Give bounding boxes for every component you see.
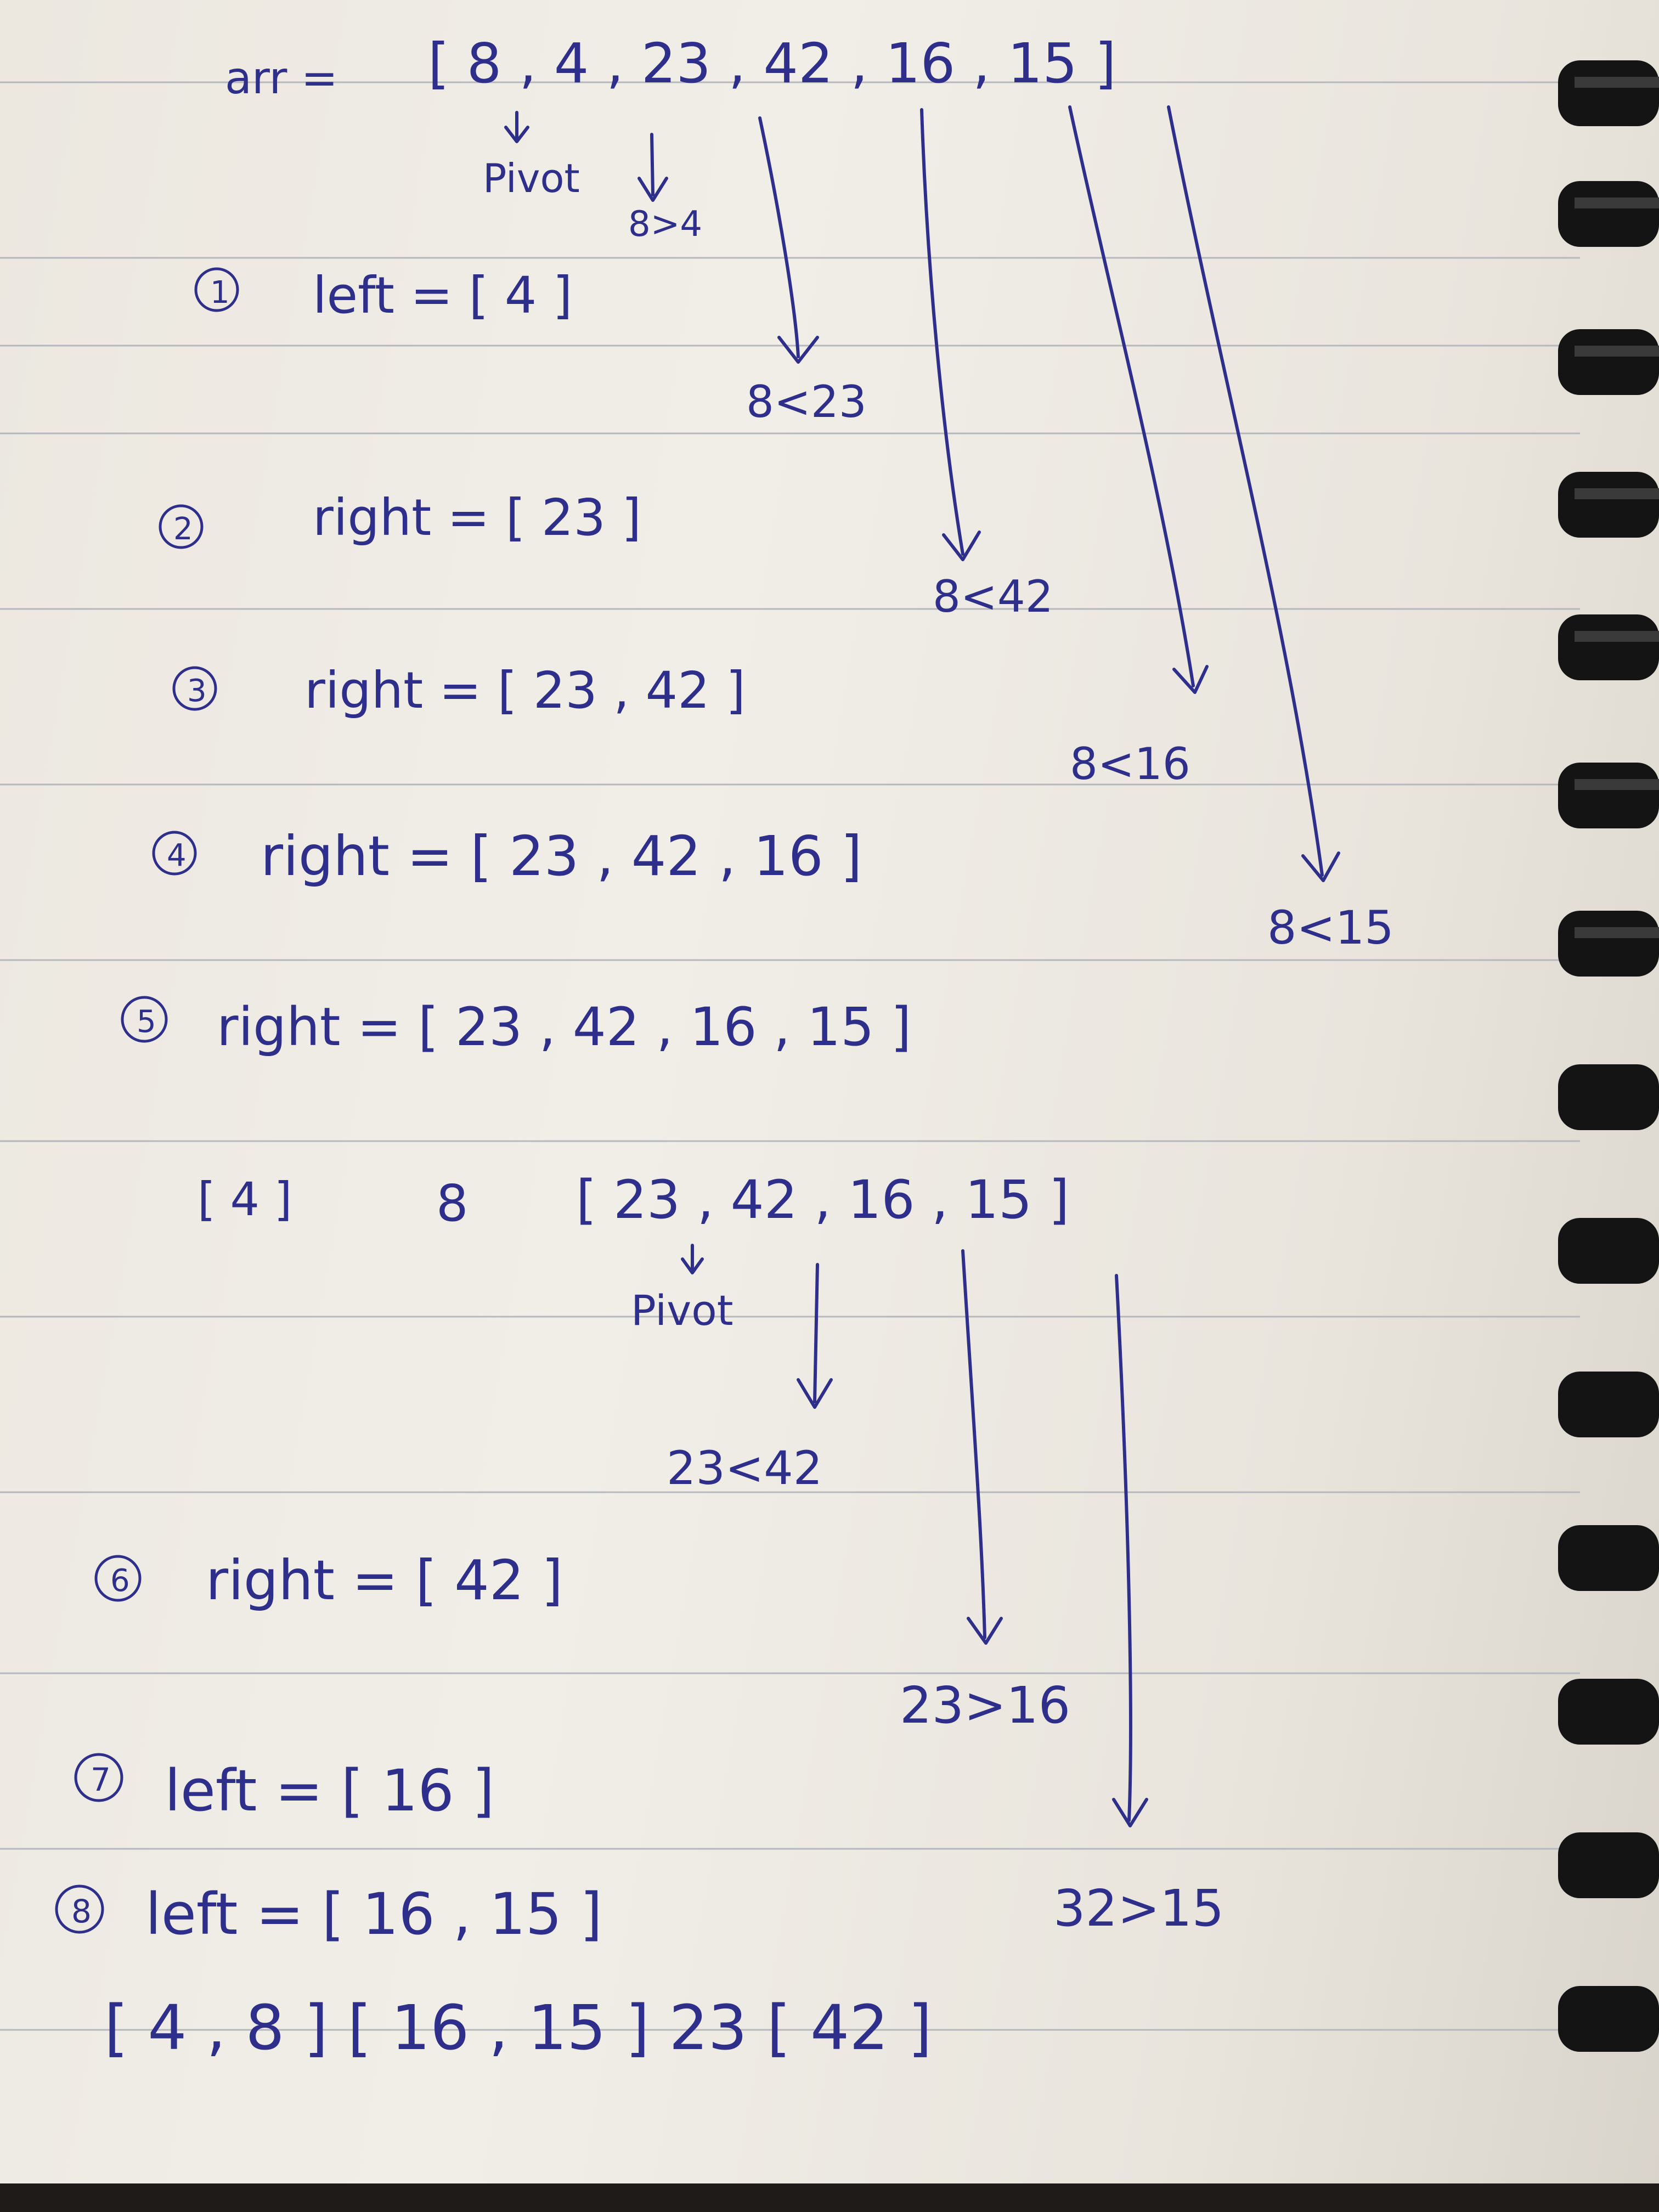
final-result: [ 4 , 8 ] [ 16 , 15 ] 23 [ 42 ] bbox=[104, 1993, 932, 2064]
step-7-num: 7 bbox=[91, 1761, 111, 1798]
split-pivot: 8 bbox=[436, 1174, 469, 1233]
compare-23-16: 23>16 bbox=[900, 1676, 1071, 1735]
compare-8-42: 8<42 bbox=[933, 571, 1053, 622]
step-5-num: 5 bbox=[137, 1004, 156, 1040]
step-1-text: left = [ 4 ] bbox=[313, 266, 573, 325]
compare-32-15: 32>15 bbox=[1053, 1879, 1224, 1938]
step-6-text: right = [ 42 ] bbox=[206, 1548, 563, 1612]
compare-arrow-8-4 bbox=[639, 134, 667, 200]
step-8-num: 8 bbox=[71, 1893, 92, 1930]
step-8-text: left = [ 16 , 15 ] bbox=[145, 1881, 602, 1948]
step-3-num: 3 bbox=[187, 673, 207, 709]
compare-8-16: 8<16 bbox=[1070, 738, 1190, 789]
compare-8-15: 8<15 bbox=[1267, 901, 1394, 955]
step-4-text: right = [ 23 , 42 , 16 ] bbox=[261, 824, 862, 888]
compare-23-42: 23<42 bbox=[667, 1441, 823, 1495]
desk-edge bbox=[0, 2183, 1659, 2212]
compare-arrows-first-pass bbox=[760, 107, 1339, 881]
step-7-text: left = [ 16 ] bbox=[165, 1757, 495, 1824]
step-1-num: 1 bbox=[210, 275, 230, 311]
arr-label: arr = bbox=[225, 53, 338, 104]
pivot-label-2: Pivot bbox=[631, 1286, 733, 1335]
compare-8-4: 8>4 bbox=[628, 204, 703, 245]
compare-arrows-second-pass bbox=[798, 1251, 1147, 1826]
pivot-arrow-2 bbox=[682, 1245, 702, 1273]
step-2-text: right = [ 23 ] bbox=[313, 488, 642, 547]
spiral-binding bbox=[1558, 60, 1659, 2052]
pivot-label-1: Pivot bbox=[483, 155, 580, 201]
step-4-num: 4 bbox=[167, 838, 187, 873]
split-left: [ 4 ] bbox=[198, 1172, 292, 1226]
step-5-text: right = [ 23 , 42 , 16 , 15 ] bbox=[217, 996, 912, 1058]
split-right: [ 23 , 42 , 16 , 15 ] bbox=[576, 1169, 1070, 1231]
step-6-num: 6 bbox=[110, 1563, 130, 1599]
step-2-num: 2 bbox=[173, 511, 193, 547]
pivot-arrow-1 bbox=[506, 112, 528, 142]
step-3-text: right = [ 23 , 42 ] bbox=[304, 661, 746, 720]
compare-8-23: 8<23 bbox=[746, 376, 867, 427]
arr-values: [ 8 , 4 , 23 , 42 , 16 , 15 ] bbox=[428, 31, 1116, 95]
